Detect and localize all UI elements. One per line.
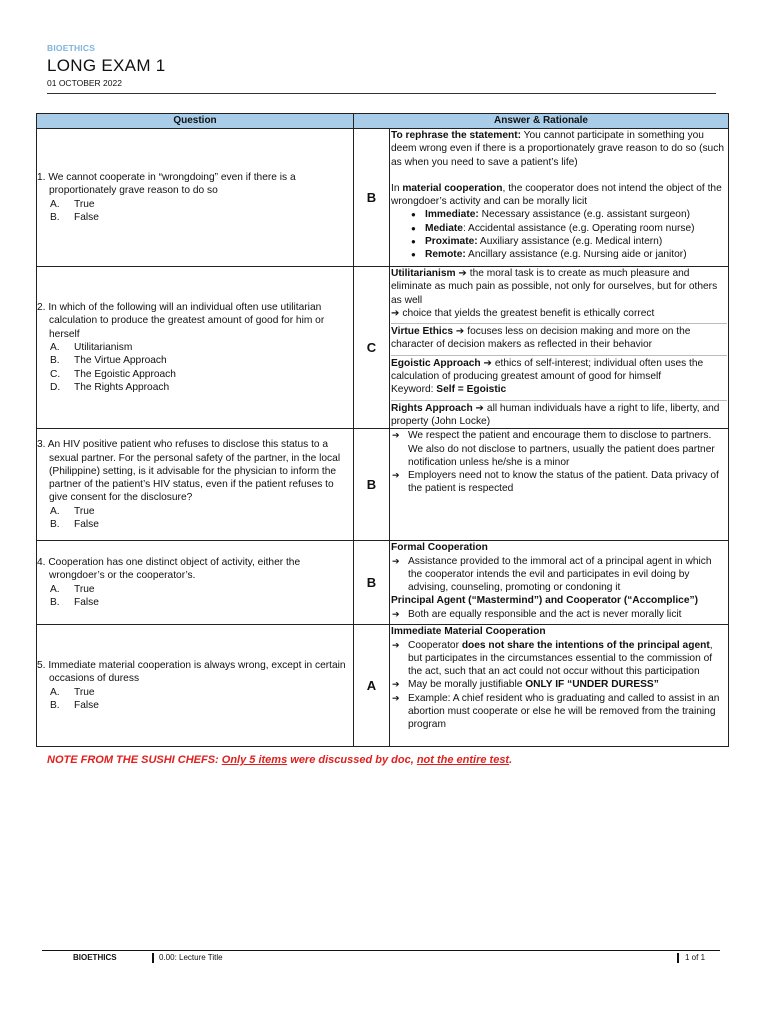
column-header-question: Question [37, 114, 354, 129]
chefs-note: NOTE FROM THE SUSHI CHEFS: Only 5 items were discussed by doc, not the entire test. [47, 754, 513, 766]
egoistic-block: Egoistic Approach ➔ ethics of self-interest; individual often uses the calculation of producing greatest amount of good for himself [391, 355, 727, 384]
list-item: ➔ Example: A chief resident who is graduating and called to assist in an abortion must cooperate or else he will be removed from the training program [391, 692, 727, 732]
question-cell [37, 625, 354, 747]
question-stem: 4. Cooperation has one distinct object of activity, either the wrongdoer’s or the cooperator’s. [37, 557, 301, 582]
column-header-answer: Answer & Rationale [354, 114, 729, 129]
immediate-material-title: Immediate Material Cooperation [391, 626, 546, 638]
answer-letter: B [354, 541, 390, 625]
option: B. False [50, 519, 99, 530]
principal-agent-title: Principal Agent (“Mastermind”) and Cooperator (“Accomplice”) [391, 595, 698, 607]
question-stem: 3. An HIV positive patient who refuses to disclose this status to a sexual partner. For the personal safety of the partner, in the local (Philippine) setting, is it advisable for the physician to inform the partner of the patient’s HIV status, even if the patient refuses to give consent for the disclosure? [37, 439, 341, 504]
option: B. False [50, 211, 99, 223]
question-cell [37, 541, 354, 625]
rights-block: Rights Approach ➔ all human individuals have a right to life, liberty, and property (John Locke) [391, 400, 727, 429]
list-item: ● Proximate: Auxiliary assistance (e.g. Medical intern) [411, 235, 727, 248]
answer-letter: B [354, 129, 390, 267]
header-divider [47, 93, 716, 94]
subject-label: BIOETHICS [47, 43, 96, 53]
list-item: ➔ Cooperator does not share the intentions of the principal agent, but participates in the circumstances essential to the commission of the act, such that an act could not occur without this participation [391, 639, 727, 679]
document-header [47, 43, 717, 88]
footer-divider [42, 950, 720, 951]
option: A. True [50, 505, 95, 517]
table-row [37, 267, 729, 429]
utilitarianism-block: Utilitarianism ➔ the moral task is to create as much pleasure and eliminate as much pain as possible, not only for ourselves, but for others as well [391, 268, 718, 306]
utilitarianism-subpoint: ➔ choice that yields the greatest benefit is ethically correct [391, 307, 655, 319]
footer-subject: BIOETHICS [73, 953, 117, 962]
answer-letter: A [354, 625, 390, 747]
question-stem: 2. In which of the following will an individual often use utilitarian calculation to produce the greatest amount of good for him or herself [37, 302, 325, 340]
list-item: ➔ Both are equally responsible and the act is never morally licit [391, 608, 727, 621]
exam-title: LONG EXAM 1 [47, 56, 166, 75]
list-item: ● Immediate: Necessary assistance (e.g. assistant surgeon) [411, 208, 727, 221]
table-header-row [37, 114, 729, 129]
option: B. The Virtue Approach [50, 355, 167, 367]
list-item: ● Remote: Ancillary assistance (e.g. Nursing aide or janitor) [411, 248, 727, 261]
question-cell [37, 429, 354, 541]
list-item: ● Mediate: Accidental assistance (e.g. Operating room nurse) [411, 222, 727, 235]
rationale-cell: To rephrase the statement: You cannot participate in something you deem wrong even if there is a proportionately grave reason to do so (such as when you need to save a patient’s life) In material cooperation, the cooperator does not intend the object of the wrongdoer’s activity and can be morally licit ● Immediate: Necessary assistance (e.g. assistant surgeon) ● Mediate: Accidental assistance (e.g. Operating room nurse) ● Proximate: Auxiliary assistance (e.g. Medical intern) ● Remote: Ancillary assistance (e.g. Nursing aide or janitor) [390, 129, 729, 267]
table-row [37, 625, 729, 747]
virtue-block: Virtue Ethics ➔ focuses less on decision making and more on the character of decision makers as reflected in their behavior [391, 323, 727, 352]
rationale-cell [390, 541, 729, 625]
exam-date: 01 OCTOBER 2022 [47, 78, 122, 88]
list-item: ➔ We respect the patient and encourage them to disclose to partners. We also do not disclose to partners, usually the patient does partner notification unless he/she is a minor [391, 429, 727, 469]
question-stem: 5. Immediate material cooperation is always wrong, except in certain occasions of duress [37, 660, 346, 685]
exam-table [36, 113, 729, 747]
option: B. False [50, 597, 99, 609]
keyword-line: Keyword: Self = Egoistic [391, 384, 507, 396]
option: A. Utilitarianism [50, 341, 133, 353]
list-item: ➔ Assistance provided to the immoral act of a principal agent in which the cooperator intends the evil and participates in evil doing by advising, counseling, promoting or condoning it [391, 555, 727, 595]
option: A. True [50, 198, 95, 210]
option: B. False [50, 700, 99, 712]
list-item: ➔ Employers need not to know the status of the patient. Data privacy of the patient is respected [391, 469, 727, 496]
question-cell [37, 129, 354, 267]
question-cell [37, 267, 354, 429]
option: A. True [50, 686, 95, 698]
table-row [37, 129, 729, 267]
answer-letter: C [354, 267, 390, 429]
rationale-cell [390, 429, 729, 541]
answer-letter: B [354, 429, 390, 541]
formal-cooperation-title: Formal Cooperation [391, 542, 488, 554]
footer-page-number: 1 of 1 [677, 953, 705, 963]
footer-lecture-title: 0.00: Lecture Title [152, 953, 223, 963]
table-row [37, 541, 729, 625]
question-stem: 1. We cannot cooperate in “wrongdoing” even if there is a proportionately grave reason to do so [37, 171, 296, 197]
option: C. The Egoistic Approach [50, 368, 176, 380]
option: A. True [50, 583, 95, 595]
rationale-cell [390, 267, 729, 429]
list-item: ➔ May be morally justifiable ONLY IF “UNDER DURESS” [391, 678, 727, 691]
option: D. The Rights Approach [50, 381, 170, 393]
rationale-cell [390, 625, 729, 747]
table-row [37, 429, 729, 541]
rationale-points [391, 429, 727, 495]
cooperation-types-list [391, 208, 727, 261]
